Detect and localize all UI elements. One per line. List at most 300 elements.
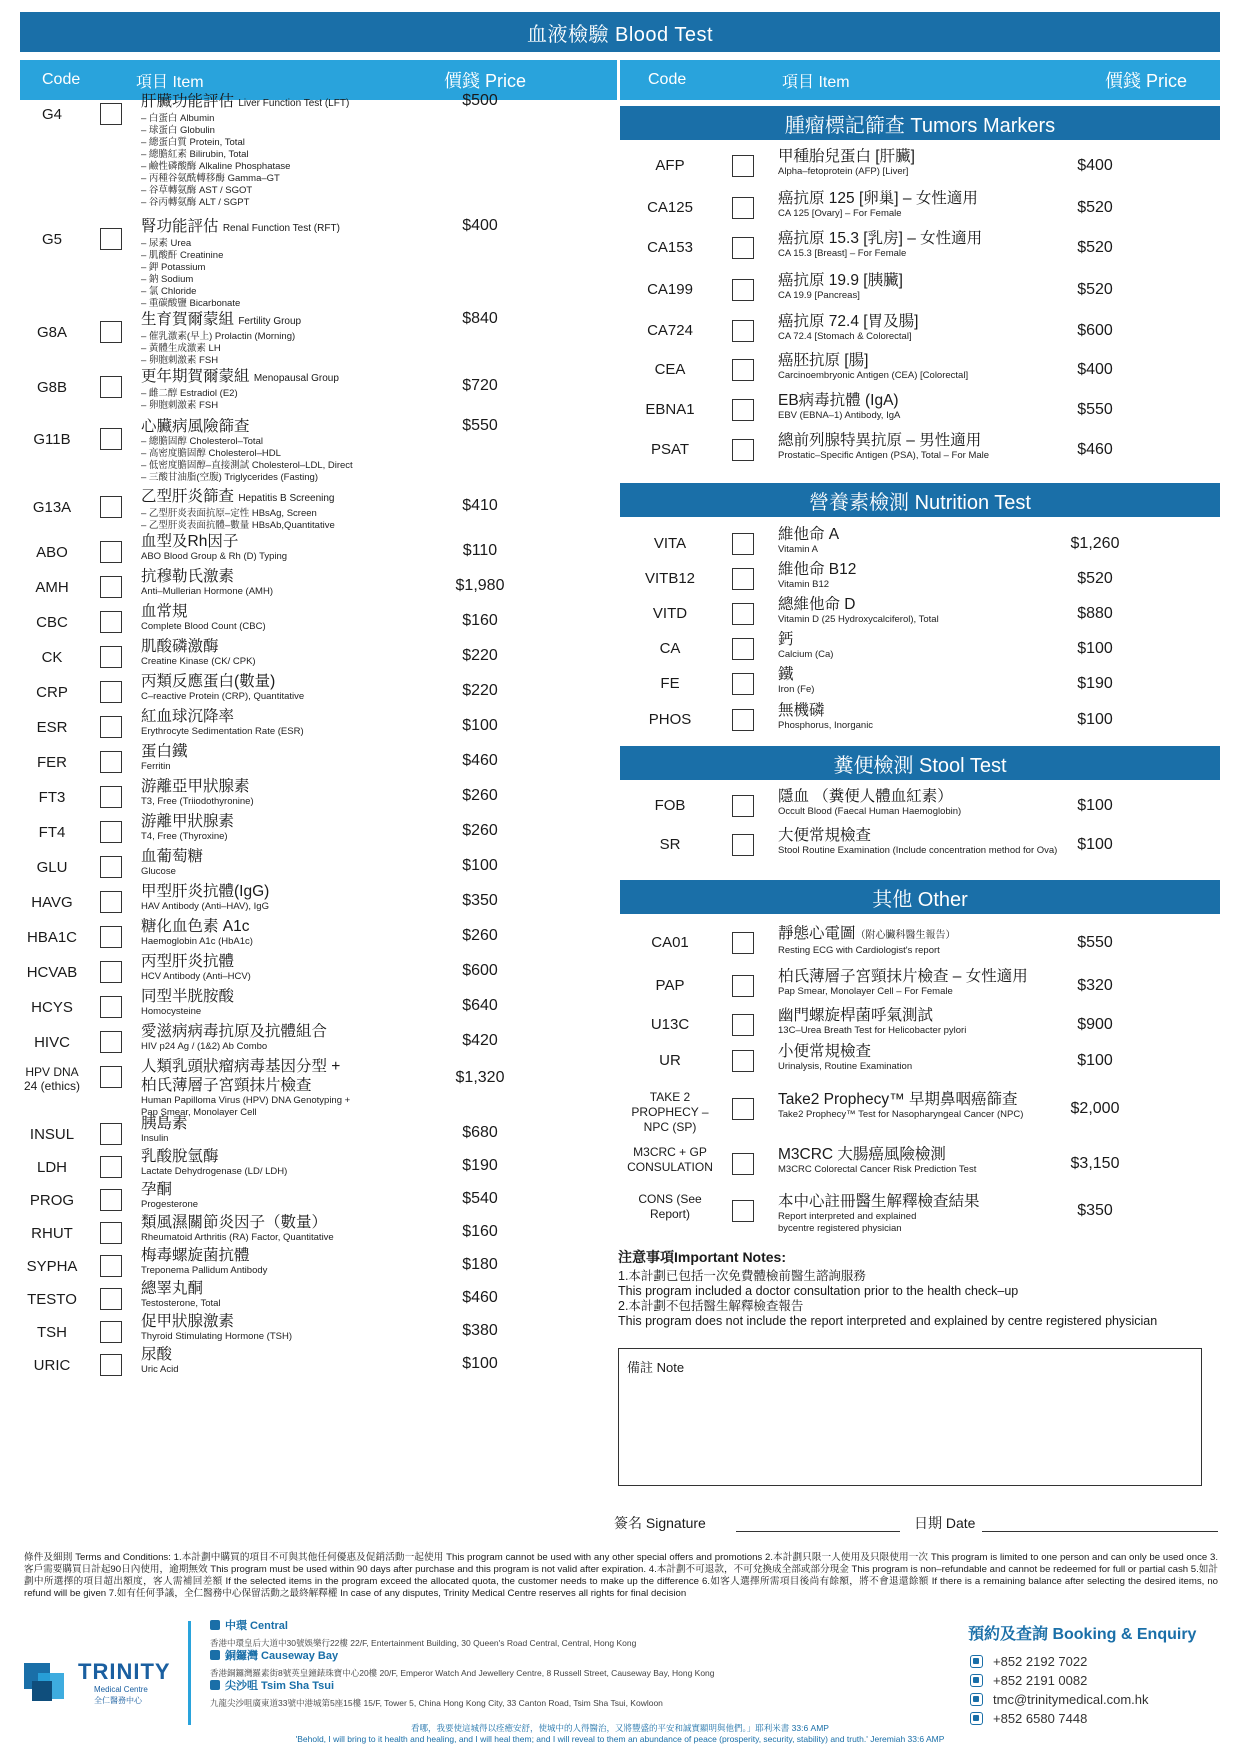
test-checkbox[interactable] xyxy=(100,1354,122,1376)
test-subitem: – 三酸甘油脂(空腹) Triglycerides (Fasting) xyxy=(141,472,319,483)
test-checkbox[interactable] xyxy=(732,1153,754,1175)
test-item xyxy=(141,1279,221,1310)
test-item xyxy=(141,1246,267,1277)
test-checkbox[interactable] xyxy=(100,103,122,125)
test-name: 鈣 xyxy=(778,631,794,648)
test-item xyxy=(141,567,273,598)
test-checkbox[interactable] xyxy=(100,1222,122,1244)
test-code: AMH xyxy=(35,579,69,596)
email-icon xyxy=(970,1693,983,1706)
test-name: 心臟病風險篩查 xyxy=(141,418,250,435)
test-name: 抗穆勒氏激素 xyxy=(141,568,235,585)
test-code: FT4 xyxy=(38,824,66,841)
test-name: 總睪丸酮 xyxy=(141,1280,204,1297)
test-name: 糖化血色素 A1c xyxy=(141,918,250,935)
test-price: $180 xyxy=(462,1256,498,1273)
test-item xyxy=(778,312,918,343)
test-checkbox[interactable] xyxy=(100,321,122,343)
branch-address: 香港銅鑼灣羅素街8號英皇鐘錶珠寶中心20樓 20/F, Emperor Watch And Jewellery Centre, 8 Russell Street, Causeway Bay, Hong Kong xyxy=(210,1668,715,1678)
test-subitem: Uric Acid xyxy=(141,1364,179,1375)
test-price: $1,260 xyxy=(1070,535,1120,552)
test-price: $400 xyxy=(1077,361,1113,378)
test-name: 乳酸脫氫酶 xyxy=(141,1148,219,1165)
test-name: 癌抗原 125 [卵巢] – 女性適用 xyxy=(778,190,978,207)
test-checkbox[interactable] xyxy=(732,155,754,177)
test-name-en: CA 15.3 [Breast] – For Female xyxy=(778,248,907,259)
test-name: 血常規 xyxy=(141,603,188,620)
test-item xyxy=(141,1022,327,1053)
test-checkbox[interactable] xyxy=(100,716,122,738)
test-checkbox[interactable] xyxy=(100,376,122,398)
test-item xyxy=(778,630,833,661)
test-subitem: – 低密度膽固醇–直接測試 Cholesterol–LDL, Direct xyxy=(141,460,353,471)
test-checkbox[interactable] xyxy=(732,1098,754,1120)
test-name-en: Liver Function Test (LFT) xyxy=(238,98,350,109)
test-subitem: Homocysteine xyxy=(141,1006,202,1017)
test-name-en: Renal Function Test (RFT) xyxy=(222,223,340,234)
contact-phone[interactable] xyxy=(968,1652,1218,1671)
note-line: 1.本計劃已包括一次免費體檢前醫生諮詢服務 xyxy=(618,1269,866,1283)
test-checkbox[interactable] xyxy=(100,751,122,773)
date-label: 日期 Date xyxy=(914,1515,976,1531)
test-item xyxy=(778,391,900,422)
test-code: HBA1C xyxy=(26,929,78,946)
test-code: PSAT xyxy=(650,441,690,458)
test-name: 生育賀爾蒙組 xyxy=(141,311,235,328)
test-name: 腎功能評估 xyxy=(141,218,219,235)
test-subitem: Anti–Mullerian Hormone (AMH) xyxy=(141,586,273,597)
test-price: $600 xyxy=(462,962,498,979)
test-checkbox[interactable] xyxy=(100,1321,122,1343)
test-code: CEA xyxy=(654,361,686,378)
test-name-en: Take2 Prophecy™ Test for Nasopharyngeal Cancer (NPC) xyxy=(778,1109,1024,1120)
test-price: $100 xyxy=(462,857,498,874)
test-subitem: C–reactive Protein (CRP), Quantitative xyxy=(141,691,305,702)
test-checkbox[interactable] xyxy=(732,1200,754,1222)
test-code: INSUL xyxy=(29,1126,75,1143)
test-checkbox[interactable] xyxy=(100,1156,122,1178)
test-name: 梅毒螺旋菌抗體 xyxy=(141,1247,250,1264)
test-price: $350 xyxy=(462,892,498,909)
test-checkbox[interactable] xyxy=(100,228,122,250)
test-price: $540 xyxy=(462,1190,498,1207)
test-name: 隱血 （糞便人體血紅素） xyxy=(778,788,953,805)
test-name-en: Fertility Group xyxy=(238,316,302,327)
test-price: $2,000 xyxy=(1070,1100,1120,1117)
test-subitem: Testosterone, Total xyxy=(141,1298,221,1309)
test-code: U13C xyxy=(650,1016,690,1033)
test-item xyxy=(141,217,340,310)
test-name: 同型半胱胺酸 xyxy=(141,988,235,1005)
test-name-en: Prostatic–Specific Antigen (PSA), Total – For Male xyxy=(778,450,990,461)
test-name-en: Iron (Fe) xyxy=(778,684,815,695)
test-price: $420 xyxy=(462,1032,498,1049)
test-item xyxy=(141,602,266,633)
test-item xyxy=(141,1180,198,1211)
test-checkbox[interactable] xyxy=(100,961,122,983)
test-code: UR xyxy=(659,1052,681,1069)
test-name: 靜態心電圖 xyxy=(778,925,856,942)
test-subitem: Glucose xyxy=(141,866,176,877)
test-code: VITA xyxy=(653,535,687,552)
test-subitem: Pap Smear, Monolayer Cell xyxy=(141,1107,257,1118)
test-name-en: Occult Blood (Faecal Human Haemoglobin) xyxy=(778,806,962,817)
test-price: $350 xyxy=(1077,1202,1113,1219)
test-subitem: – 總膽紅素 Bilirubin, Total xyxy=(141,149,249,160)
test-name: 紅血球沉降率 xyxy=(141,708,235,725)
signature-area xyxy=(614,1513,1220,1537)
test-price: $550 xyxy=(462,417,498,434)
test-checkbox[interactable] xyxy=(100,681,122,703)
test-checkbox[interactable] xyxy=(732,932,754,954)
blood-test-banner: 血液檢驗 Blood Test xyxy=(20,12,1220,52)
test-item xyxy=(778,1145,976,1176)
branch-name: 銅鑼灣 Causeway Bay xyxy=(225,1650,339,1662)
test-name: 鐵 xyxy=(778,666,794,683)
section-other: 其他 Other xyxy=(620,880,1220,914)
test-checkbox[interactable] xyxy=(732,603,754,625)
test-name-en: Calcium (Ca) xyxy=(778,649,834,660)
test-subitem: Haemoglobin A1c (HbA1c) xyxy=(141,936,253,947)
footer-divider xyxy=(188,1621,191,1725)
test-item xyxy=(778,1006,966,1037)
test-code: CRP xyxy=(36,684,68,701)
test-subitem: ABO Blood Group & Rh (D) Typing xyxy=(141,551,288,562)
test-code: VITB12 xyxy=(644,570,696,587)
test-checkbox[interactable] xyxy=(732,533,754,555)
test-subitem: Complete Blood Count (CBC) xyxy=(141,621,266,632)
test-code: G8A xyxy=(36,324,67,341)
test-code: FER xyxy=(37,754,67,771)
test-item xyxy=(141,1147,287,1178)
test-code: RHUT xyxy=(31,1225,73,1242)
test-name-en: CA 125 [Ovary] – For Female xyxy=(778,208,902,219)
test-subitem: – 氯 Chloride xyxy=(141,286,197,297)
test-checkbox[interactable] xyxy=(732,279,754,301)
test-name: 癌抗原 15.3 [乳房] – 女性適用 xyxy=(778,230,983,247)
test-checkbox[interactable] xyxy=(100,1031,122,1053)
test-subitem: – 丙種谷氨酰轉移酶 Gamma–GT xyxy=(141,173,280,184)
test-code: CA xyxy=(659,640,681,657)
test-subitem: – 白蛋白 Albumin xyxy=(141,113,215,124)
test-checkbox[interactable] xyxy=(100,856,122,878)
test-checkbox[interactable] xyxy=(732,1014,754,1036)
test-name-en: EBV (EBNA–1) Antibody, IgA xyxy=(778,410,901,421)
price-header: 價錢 Price xyxy=(1105,71,1188,91)
test-price: $640 xyxy=(462,997,498,1014)
note-line: This program does not include the report interpreted and explained by centre registered physician xyxy=(618,1314,1158,1328)
test-checkbox[interactable] xyxy=(100,926,122,948)
test-name: 血型及Rh因子 xyxy=(141,533,239,550)
test-price: $320 xyxy=(1077,977,1113,994)
test-price: $550 xyxy=(1077,934,1113,951)
contact-text: +852 6580 7448 xyxy=(993,1711,1088,1726)
test-item xyxy=(778,189,978,220)
test-checkbox[interactable] xyxy=(732,1050,754,1072)
test-checkbox[interactable] xyxy=(100,646,122,668)
branch-address: 香港中環皇后大道中30號娛樂行22樓 22/F, Entertainment Building, 30 Queen's Road Central, Central, Hong Kong xyxy=(210,1638,637,1648)
test-checkbox[interactable] xyxy=(732,320,754,342)
test-name: 蛋白鐵 xyxy=(141,743,188,760)
test-name: 肌酸磷激酶 xyxy=(141,638,219,655)
test-price: $110 xyxy=(462,542,498,559)
test-name: 血葡萄糖 xyxy=(141,848,204,865)
test-code: VITD xyxy=(652,605,688,622)
test-subitem: – 乙型肝炎表面抗體–數量 HBsAb,Quantitative xyxy=(141,520,335,531)
test-checkbox[interactable] xyxy=(100,1255,122,1277)
test-checkbox[interactable] xyxy=(100,496,122,518)
test-name: 大便常規檢查 xyxy=(778,827,872,844)
test-name: M3CRC 大腸癌風險檢測 xyxy=(778,1146,946,1163)
test-checkbox[interactable] xyxy=(732,638,754,660)
test-checkbox[interactable] xyxy=(100,786,122,808)
test-code: LDH xyxy=(36,1159,67,1176)
test-name: 幽門螺旋桿菌呼氣測試 xyxy=(778,1007,934,1024)
test-checkbox[interactable] xyxy=(100,821,122,843)
test-checkbox[interactable] xyxy=(732,359,754,381)
test-item xyxy=(141,707,304,738)
contact-fax[interactable] xyxy=(968,1671,1218,1690)
test-item xyxy=(141,532,287,563)
section-nutrition: 營養素檢測 Nutrition Test xyxy=(620,483,1220,517)
test-checkbox[interactable] xyxy=(732,834,754,856)
test-item xyxy=(141,812,234,843)
test-item xyxy=(778,147,915,178)
test-price: $720 xyxy=(462,377,498,394)
test-name: 本中心註冊醫生解釋檢查結果 xyxy=(778,1193,980,1210)
important-notes xyxy=(618,1250,1218,1329)
test-item xyxy=(778,787,961,818)
test-name-en: Pap Smear, Monolayer Cell – For Female xyxy=(778,986,953,997)
test-name-en: CA 72.4 [Stomach & Colorectal] xyxy=(778,331,912,342)
test-checkbox[interactable] xyxy=(100,891,122,913)
test-price: $100 xyxy=(1077,1052,1113,1069)
test-code: HCVAB xyxy=(26,964,78,981)
note-box[interactable] xyxy=(618,1348,1202,1486)
signature-line[interactable] xyxy=(736,1531,900,1532)
test-code: CBC xyxy=(36,614,68,631)
signature-label: 簽名 Signature xyxy=(614,1515,706,1531)
test-code: TAKE 2 PROPHECY –NPC (SP) xyxy=(631,1090,709,1134)
test-code: PROG xyxy=(29,1192,75,1209)
test-checkbox[interactable] xyxy=(732,399,754,421)
test-code: M3CRC + GP CONSULATION xyxy=(627,1145,713,1174)
test-name: 甲型肝炎抗體(IgG) xyxy=(141,883,270,900)
test-price: $190 xyxy=(462,1157,498,1174)
test-checkbox[interactable] xyxy=(732,975,754,997)
test-price: $520 xyxy=(1077,570,1113,587)
test-item xyxy=(778,271,903,302)
test-checkbox[interactable] xyxy=(732,237,754,259)
test-checkbox[interactable] xyxy=(100,996,122,1018)
section-tumor: 腫瘤標記篩查 Tumors Markers xyxy=(620,106,1220,140)
test-code: SR xyxy=(659,836,681,853)
test-item xyxy=(141,367,339,412)
test-item xyxy=(778,229,982,260)
test-price: $410 xyxy=(462,497,498,514)
test-checkbox[interactable] xyxy=(100,1123,122,1145)
test-item xyxy=(141,92,349,209)
test-checkbox[interactable] xyxy=(100,576,122,598)
test-subitem: – 鉀 Potassium xyxy=(141,262,206,273)
test-code: AFP xyxy=(655,157,685,174)
contact-email[interactable] xyxy=(968,1690,1218,1709)
test-name: 游離亞甲狀腺素 xyxy=(141,778,250,795)
test-subitem: – 催乳激素(早上) Prolactin (Morning) xyxy=(141,331,296,342)
test-code: CA724 xyxy=(647,322,693,339)
test-price: $220 xyxy=(462,647,498,664)
test-item xyxy=(141,882,269,913)
test-name: 類風濕關節炎因子（數量） xyxy=(141,1214,328,1231)
test-name-line2: 柏氏薄層子宮頸抹片檢查 xyxy=(141,1077,312,1094)
test-price: $100 xyxy=(462,1355,498,1372)
note-line: This program included a doctor consultation prior to the health check–up xyxy=(618,1284,1019,1298)
test-price: $600 xyxy=(1077,322,1113,339)
test-checkbox[interactable] xyxy=(732,439,754,461)
test-code: FT3 xyxy=(38,789,66,806)
price-header: 價錢 Price xyxy=(444,71,527,91)
test-name: 胰島素 xyxy=(141,1115,188,1132)
test-name-en: M3CRC Colorectal Cancer Risk Prediction Test xyxy=(778,1164,977,1175)
test-code: G13A xyxy=(32,499,72,516)
test-price: $260 xyxy=(462,822,498,839)
note-label: 備註 Note xyxy=(627,1360,685,1375)
test-name-note: （附心臟科醫生報告） xyxy=(855,930,956,941)
test-checkbox[interactable] xyxy=(100,428,122,450)
test-code: CA01 xyxy=(651,934,689,951)
test-item xyxy=(141,1057,350,1119)
test-item xyxy=(778,967,1028,998)
test-item xyxy=(141,847,203,878)
test-item xyxy=(778,560,856,591)
test-code: ESR xyxy=(36,719,68,736)
test-item xyxy=(778,351,968,382)
date-line[interactable] xyxy=(982,1531,1218,1532)
test-price: $1,320 xyxy=(455,1069,505,1086)
logo-mark xyxy=(32,1681,52,1701)
test-checkbox[interactable] xyxy=(100,1189,122,1211)
test-subitem: – 鹼性磷酸酶 Alkaline Phosphatase xyxy=(141,161,291,172)
test-item xyxy=(778,1042,912,1073)
test-subitem: HIV p24 Ag / (1&2) Ab Combo xyxy=(141,1041,268,1052)
branch-name: 中環 Central xyxy=(225,1620,288,1632)
notes-title: 注意事項Important Notes: xyxy=(618,1249,786,1265)
test-checkbox[interactable] xyxy=(100,1288,122,1310)
test-name: 柏氏薄層子宮頸抹片檢查 – 女性適用 xyxy=(778,968,1028,985)
test-subitem: – 總膽固醇 Cholesterol–Total xyxy=(141,436,263,447)
branch-address: 九龍尖沙咀廣東道33號中港城第5座15樓 15/F, Tower 5, China Hong Kong City, 33 Canton Road, Tsim Sha Tsui, Kowloon xyxy=(210,1698,663,1708)
test-subitem: – 鈉 Sodium xyxy=(141,274,194,285)
test-subitem: – 乙型肝炎表面抗原–定性 HBsAg, Screen xyxy=(141,508,317,519)
bible-verse xyxy=(20,1723,1220,1745)
logo-name: TRINITY xyxy=(78,1659,171,1684)
test-price: $100 xyxy=(1077,640,1113,657)
branch-causeway-bay xyxy=(210,1647,715,1679)
test-checkbox[interactable] xyxy=(100,1066,122,1088)
test-item xyxy=(141,487,335,532)
item-header: 項目 Item xyxy=(136,73,204,91)
test-item xyxy=(778,826,1057,857)
test-item xyxy=(778,431,989,462)
test-item xyxy=(141,417,353,484)
test-price: $460 xyxy=(1077,441,1113,458)
test-item xyxy=(141,672,304,703)
test-checkbox[interactable] xyxy=(732,673,754,695)
booking-enquiry xyxy=(968,1621,1218,1728)
location-pin-icon xyxy=(210,1620,220,1630)
test-name: 癌胚抗原 [腸] xyxy=(778,352,869,369)
test-subitem: – 卵胞刺激素 FSH xyxy=(141,355,219,366)
test-item xyxy=(141,1114,188,1145)
test-price: $160 xyxy=(462,612,498,629)
test-name-en: Alpha–fetoprotein (AFP) [Liver] xyxy=(778,166,909,177)
test-name: 無機磷 xyxy=(778,702,825,719)
test-name-en: Report interpreted and explained xyxy=(778,1211,917,1222)
test-price: $840 xyxy=(462,310,498,327)
test-price: $900 xyxy=(1077,1016,1113,1033)
test-name: 促甲狀腺激素 xyxy=(141,1313,235,1330)
location-pin-icon xyxy=(210,1680,220,1690)
test-name-en: Vitamin A xyxy=(778,544,818,555)
test-code: FOB xyxy=(654,797,686,814)
test-checkbox[interactable] xyxy=(732,568,754,590)
test-name-en: Vitamin D (25 Hydroxycalciferol), Total xyxy=(778,614,939,625)
contact-text: +852 2192 7022 xyxy=(993,1654,1088,1669)
test-name-en: Phosphorus, Inorganic xyxy=(778,720,874,731)
code-header: Code xyxy=(648,71,687,88)
test-name: 癌抗原 72.4 [胃及腸] xyxy=(778,313,919,330)
test-code: GLU xyxy=(36,859,68,876)
test-code: PHOS xyxy=(648,711,692,728)
booking-title: 預約及查詢 Booking & Enquiry xyxy=(968,1626,1197,1643)
branch-tsim-sha-tsui xyxy=(210,1677,663,1709)
test-code: HCYS xyxy=(31,999,73,1016)
test-price: $460 xyxy=(462,1289,498,1306)
test-subitem: – 谷草轉氨酶 AST / SGOT xyxy=(141,185,253,196)
test-code: HAVG xyxy=(31,894,73,911)
test-subitem: Erythrocyte Sedimentation Rate (ESR) xyxy=(141,726,304,737)
test-checkbox[interactable] xyxy=(100,611,122,633)
test-name: 癌抗原 19.9 [胰臟] xyxy=(778,272,903,289)
test-subitem: Insulin xyxy=(141,1133,169,1144)
test-checkbox[interactable] xyxy=(100,541,122,563)
test-price: $1,980 xyxy=(455,577,505,594)
test-item xyxy=(141,310,301,367)
test-item xyxy=(141,952,251,983)
test-name: 肝臟功能評估 xyxy=(141,93,235,110)
test-name-en-line2: bycentre registered physician xyxy=(778,1222,902,1234)
test-price: $520 xyxy=(1077,239,1113,256)
test-checkbox[interactable] xyxy=(732,795,754,817)
test-code: HIVC xyxy=(34,1034,70,1051)
test-subitem: – 雌二醇 Estradiol (E2) xyxy=(141,388,238,399)
footer xyxy=(20,1615,1220,1747)
test-name: 尿酸 xyxy=(141,1346,173,1363)
test-checkbox[interactable] xyxy=(732,709,754,731)
test-name-en: Hepatitis B Screening xyxy=(238,493,335,504)
test-code: URIC xyxy=(33,1357,71,1374)
test-name: 總維他命 D xyxy=(778,596,856,613)
logo-sub-zh: 全仁醫務中心 xyxy=(94,1696,142,1705)
test-item xyxy=(778,665,814,696)
test-item xyxy=(141,987,234,1018)
test-checkbox[interactable] xyxy=(732,197,754,219)
test-name: 乙型肝炎篩查 xyxy=(141,488,235,505)
test-name-en: 13C–Urea Breath Test for Helicobacter pylori xyxy=(778,1025,967,1036)
test-subitem: Ferritin xyxy=(141,761,171,772)
test-code: G4 xyxy=(41,106,62,123)
terms-and-conditions: 條件及細則 Terms and Conditions: 1.本計劃中購買的項目不可與其他任何優惠及促銷活動一起使用 This program cannot be used with any other special offers and promotions 2.本計劃只限一人使用及只限使用一次 This program is limited to one person and can only be used once 3.客戶需要購買日計起90日內使用，逾期無效 This program must be used within 90 days after purchase and this program is not valid after expiration. 4.本計劃不可退款，不可兌換成全部或部分現金 This program is non–refundable and cannot be redeemed for full or partial cash 5.如計劃中所選擇的項目超出額度，客人需補回差額 If the selected items in the program exceed the allocated quota, the customer needs to make up the difference 6.如客人選擇所需項目後尚有餘額，將不會退還餘額 If there is a remaining balance after selecting the desired items, no refund will be given 7.如有任何爭議，全仁醫務中心保留活動之最終解釋權 In case of any disputes, Trinity Medical Centre reserves all rights for final decision xyxy=(24,1552,1218,1599)
